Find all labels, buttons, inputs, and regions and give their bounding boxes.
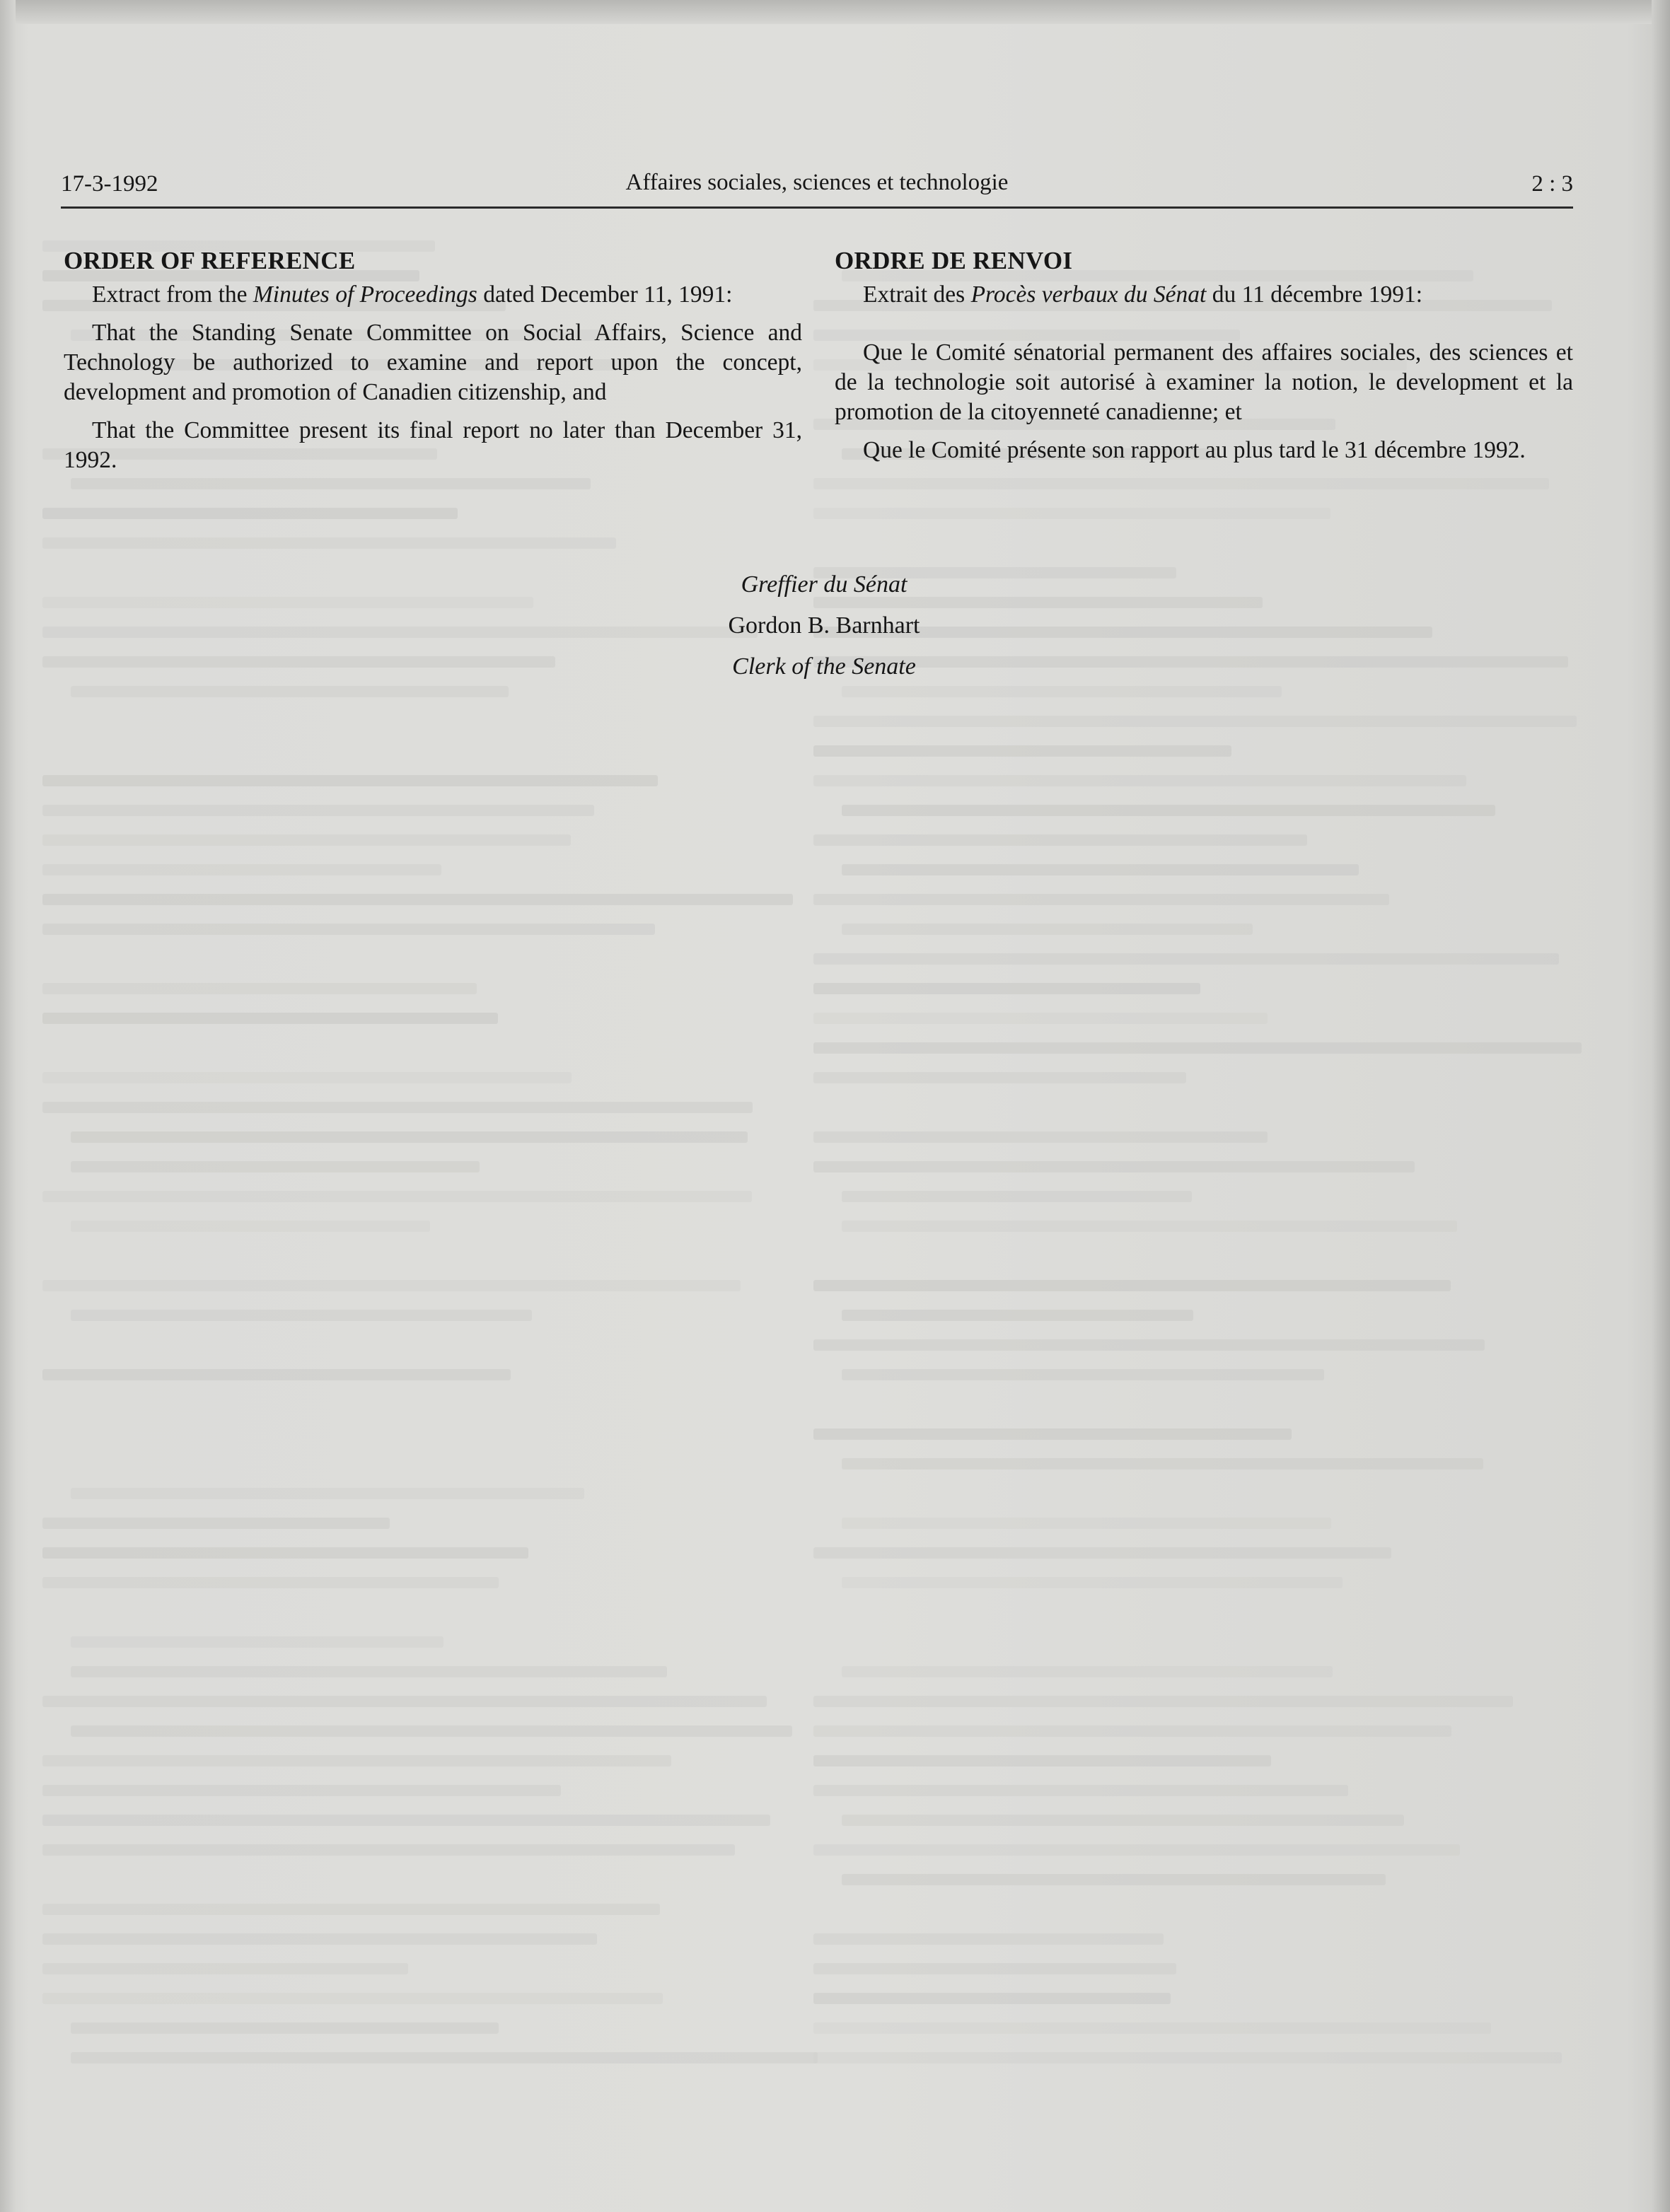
show-through-line [813, 1725, 1451, 1737]
show-through-line [42, 1963, 408, 1974]
scan-top-shadow [0, 0, 1670, 24]
english-paragraph-2: That the Committee present its final report no later than December 31, 1992. [64, 417, 802, 473]
show-through-line [842, 1815, 1404, 1826]
show-through-line [42, 805, 594, 816]
show-through-line [71, 1488, 584, 1499]
show-through-line [842, 1191, 1192, 1202]
show-through-line [813, 1755, 1271, 1766]
show-through-line [42, 1013, 498, 1024]
show-through-line [813, 1280, 1451, 1291]
show-through-line [42, 597, 533, 608]
header-date: 17-3-1992 [61, 171, 158, 197]
show-through-line [42, 924, 655, 935]
english-extract-paragraph: Extract from the Minutes of Proceedings dated December 11, 1991: [92, 281, 733, 308]
header-rule [61, 206, 1573, 209]
show-through-line [813, 2022, 1491, 2034]
show-through-line [813, 716, 1577, 727]
show-through-line [813, 1042, 1582, 1054]
show-through-line [71, 1725, 792, 1737]
show-through-line [42, 537, 616, 549]
show-through-line [813, 894, 1389, 905]
show-through-line [813, 745, 1231, 757]
french-column [835, 246, 1573, 474]
show-through-line [842, 864, 1359, 875]
show-through-line [842, 1666, 1333, 1677]
show-through-line [842, 1369, 1324, 1380]
show-through-line [42, 1844, 735, 1856]
show-through-background [42, 233, 1599, 2143]
show-through-line [813, 775, 1466, 786]
show-through-line [813, 478, 1549, 489]
show-through-line [813, 1131, 1268, 1143]
show-through-line [42, 656, 555, 668]
show-through-line [42, 775, 658, 786]
show-through-line [842, 1221, 1457, 1232]
show-through-line [842, 1577, 1343, 1588]
french-paragraph-1: Que le Comité sénatorial permanent des affaires sociales, des sciences et de la technologie soit autorisé à examiner la notion, le development et la promotion de la citoyenneté canadienne; et [835, 339, 1573, 425]
show-through-line [42, 508, 458, 519]
signature-block [601, 564, 1047, 687]
ordre-de-renvoi-heading: ORDRE DE RENVOI [835, 247, 1073, 274]
show-through-line [42, 1993, 663, 2004]
show-through-line [842, 1518, 1331, 1529]
show-through-line [71, 1636, 443, 1648]
show-through-line [813, 1963, 1176, 1974]
show-through-line [42, 1904, 660, 1915]
show-through-line [42, 1102, 753, 1113]
running-header [61, 167, 1573, 206]
show-through-line [42, 1191, 752, 1202]
show-through-line [813, 1785, 1348, 1796]
show-through-line [842, 1458, 1483, 1469]
show-through-line [842, 1310, 1193, 1321]
show-through-line [813, 1993, 1171, 2004]
order-of-reference-heading: ORDER OF REFERENCE [64, 247, 356, 274]
scan-right-edge [1652, 0, 1670, 2212]
show-through-line [42, 1755, 671, 1766]
english-column [64, 246, 802, 484]
greffier-title: Greffier du Sénat [741, 571, 908, 598]
show-through-line [813, 2052, 1562, 2063]
show-through-line [813, 1428, 1292, 1440]
show-through-line [71, 686, 509, 697]
show-through-line [42, 1072, 572, 1083]
show-through-line [71, 1161, 480, 1172]
show-through-line [813, 1339, 1485, 1351]
show-through-line [842, 805, 1495, 816]
show-through-line [42, 1785, 561, 1796]
show-through-line [813, 834, 1307, 846]
show-through-line [42, 1369, 511, 1380]
show-through-line [42, 1518, 390, 1529]
show-through-line [813, 1547, 1391, 1559]
show-through-line [42, 1547, 528, 1559]
scan-left-edge [0, 0, 16, 2212]
show-through-line [813, 1072, 1186, 1083]
show-through-line [42, 1280, 741, 1291]
show-through-line [813, 1696, 1513, 1707]
show-through-line [71, 2022, 499, 2034]
show-through-line [813, 1844, 1460, 1856]
french-paragraph-2: Que le Comité présente son rapport au plus tard le 31 décembre 1992. [863, 437, 1526, 463]
clerk-title: Clerk of the Senate [732, 653, 916, 680]
show-through-line [42, 1577, 499, 1588]
show-through-line [71, 1131, 748, 1143]
show-through-line [813, 953, 1559, 965]
show-through-line [842, 686, 1282, 697]
show-through-line [813, 1933, 1164, 1945]
header-page-number: 2 : 3 [1531, 171, 1573, 197]
french-extract-paragraph: Extrait des Procès verbaux du Sénat du 11 décembre 1991: [863, 281, 1423, 308]
show-through-line [42, 1696, 767, 1707]
show-through-line [813, 983, 1200, 994]
show-through-line [42, 864, 441, 875]
show-through-line [842, 924, 1253, 935]
english-paragraph-1: That the Standing Senate Committee on Social Affairs, Science and Technology be authorized to examine and report upon the concept, development and promotion of Canadien citizenship, and [64, 320, 802, 405]
show-through-line [71, 1666, 667, 1677]
clerk-name: Gordon B. Barnhart [728, 612, 920, 639]
show-through-line [842, 1874, 1386, 1885]
show-through-line [42, 1933, 597, 1945]
show-through-line [42, 834, 571, 846]
show-through-line [42, 1815, 770, 1826]
show-through-line [813, 1161, 1415, 1172]
show-through-line [71, 1221, 430, 1232]
show-through-line [42, 983, 477, 994]
header-title: Affaires sociales, sciences et technologie [625, 170, 1009, 195]
show-through-line [813, 1013, 1268, 1024]
show-through-line [42, 894, 793, 905]
show-through-line [71, 2052, 818, 2063]
show-through-line [813, 508, 1330, 519]
show-through-line [71, 1310, 532, 1321]
